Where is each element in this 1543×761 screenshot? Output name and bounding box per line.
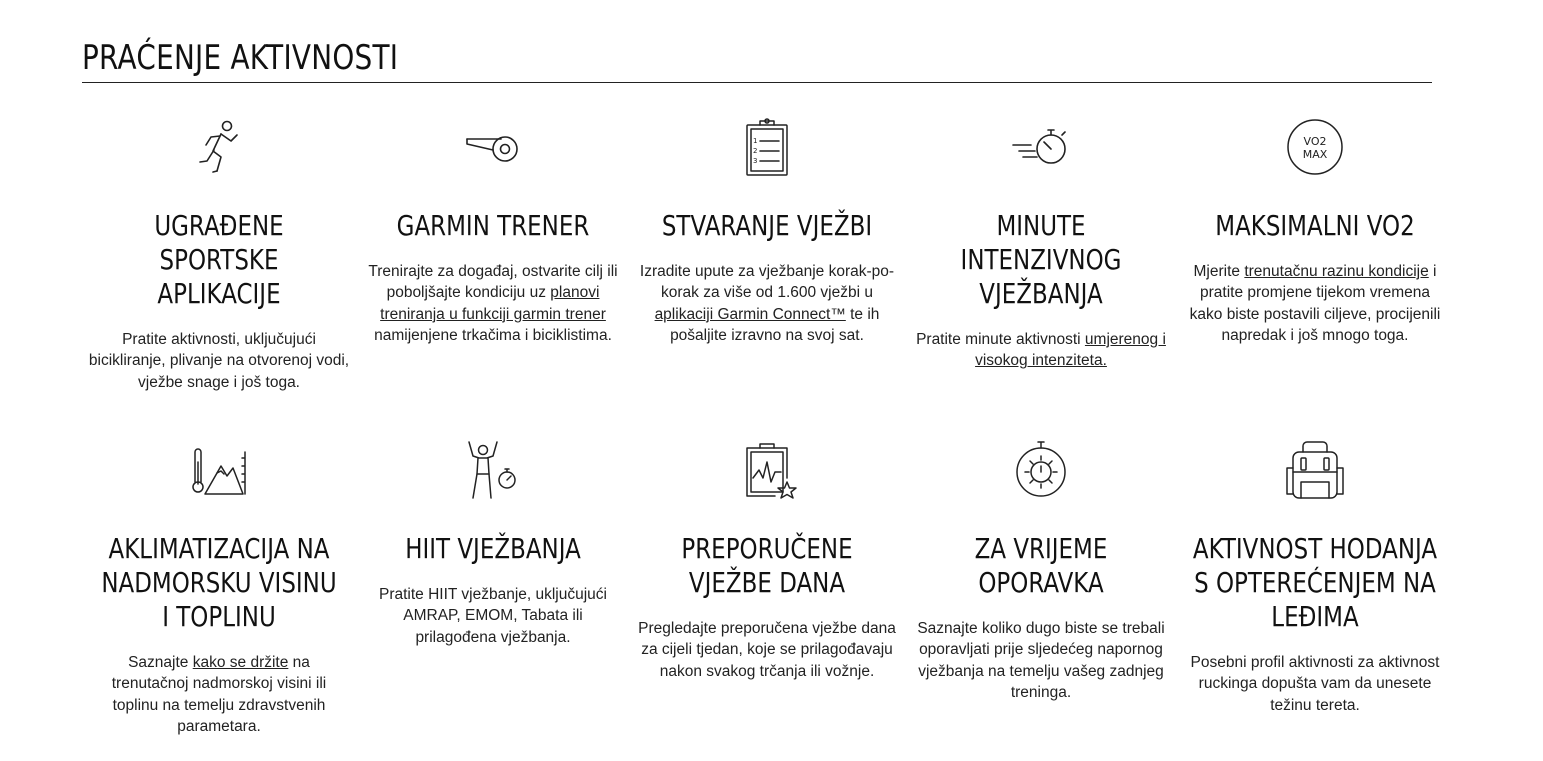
whistle-icon: [461, 115, 525, 179]
feature-card-recovery-time: [904, 438, 1178, 758]
feature-description: Pratite aktivnosti, uključujući bicikliranje, plivanje na otvorenoj vodi, vježbe snage i još toga.: [88, 331, 350, 391]
feature-description: Posebni profil aktivnosti za aktivnost ruckinga dopušta vam da unesete težinu tereta.: [1190, 654, 1440, 714]
feature-card-workout-creation: [630, 115, 904, 438]
clipboard-list-icon: [735, 115, 799, 179]
list-number: 2: [753, 147, 758, 155]
section-divider: [82, 82, 1432, 83]
intensity-minutes-link[interactable]: umjerenog i visokog intenziteta.: [975, 331, 1166, 370]
feature-card-rucking: [1178, 438, 1452, 758]
feature-title: UGRAĐENE SPORTSKE APLIKACIJE: [154, 209, 284, 310]
fitness-level-link[interactable]: trenutačnu razinu kondicije: [1244, 263, 1429, 280]
section-title: PRAĆENJE AKTIVNOSTI: [82, 38, 399, 78]
feature-title: MINUTE INTENZIVNOG VJEŽBANJA: [960, 209, 1122, 310]
list-number: 1: [753, 137, 758, 145]
feature-title: AKLIMATIZACIJA NA NADMORSKU VISINU I TOPLINU: [101, 532, 337, 633]
features-grid: [82, 115, 1452, 758]
feature-description: Pregledajte preporučena vježbe dana za cijeli tjedan, koje se prilagođavaju nakon svakog trčanja ili vožnje.: [638, 620, 896, 680]
max-label: MAX: [1302, 148, 1328, 161]
feature-title: PREPORUČENE VJEŽBE DANA: [681, 532, 853, 599]
feature-title: HIIT VJEŽBANJA: [405, 532, 581, 565]
garmin-connect-app-link[interactable]: aplikaciji Garmin Connect™: [654, 305, 846, 323]
feature-description: Pratite minute aktivnosti umjerenog i visokog intenziteta.: [916, 331, 1166, 370]
vo2-label: VO2: [1303, 135, 1327, 148]
thermometer-mountain-icon: [187, 438, 251, 502]
recovery-timer-icon: [1009, 438, 1073, 502]
feature-card-vo2-max: [1178, 115, 1452, 438]
feature-description: Trenirajte za događaj, ostvarite cilj ili poboljšajte kondiciju uz planovi treniranja u funkciji garmin trener namijenjene trkačima i biciklistima.: [368, 263, 618, 344]
how-you-cope-link[interactable]: kako se držite: [192, 654, 289, 671]
clipboard-star-icon: [735, 438, 799, 502]
feature-title: AKTIVNOST HODANJA S OPTEREĆENJEM NA LEĐIMA: [1192, 532, 1438, 633]
running-person-icon: [187, 115, 251, 179]
feature-card-intensity-minutes: [904, 115, 1178, 438]
list-number: 3: [753, 157, 758, 165]
feature-description: Saznajte kako se držite na trenutačnoj nadmorskoj visini ili toplinu na temelju zdravstvenih parametara.: [111, 654, 327, 735]
feature-card-garmin-coach: [356, 115, 630, 438]
feature-card-sport-apps: [82, 115, 356, 438]
hiit-person-stopwatch-icon: [461, 438, 525, 502]
feature-card-acclimation: [82, 438, 356, 758]
feature-description: Saznajte koliko dugo biste se trebali oporavljati prije sljedećeg napornog vježbanja na temelju vašeg zadnjeg treninga.: [917, 620, 1165, 701]
backpack-icon: [1283, 438, 1347, 502]
feature-card-hiit: [356, 438, 630, 758]
stopwatch-speed-icon: [1009, 115, 1073, 179]
feature-title: GARMIN TRENER: [396, 209, 590, 242]
feature-title: STVARANJE VJEŽBI: [661, 209, 873, 242]
feature-description: Mjerite trenutačnu razinu kondicije i pratite promjene tijekom vremena kako biste postavili ciljeve, procijenili napredak i još mnogo toga.: [1189, 263, 1441, 344]
feature-title: MAKSIMALNI VO2: [1215, 209, 1415, 242]
feature-description: Izradite upute za vježbanje korak-po-korak za više od 1.600 vježbi u aplikaciji Garmin Connect™ te ih pošaljite izravno na svoj sat.: [639, 263, 895, 344]
feature-card-daily-suggested-workouts: [630, 438, 904, 758]
vo2-max-icon: [1283, 115, 1347, 179]
feature-title: ZA VRIJEME OPORAVKA: [974, 532, 1108, 599]
feature-description: Pratite HIIT vježbanje, uključujući AMRAP, EMOM, Tabata ili prilagođena vježbanja.: [378, 586, 607, 646]
garmin-coach-plans-link[interactable]: planovi treniranja u funkciji garmin trener: [380, 284, 606, 323]
